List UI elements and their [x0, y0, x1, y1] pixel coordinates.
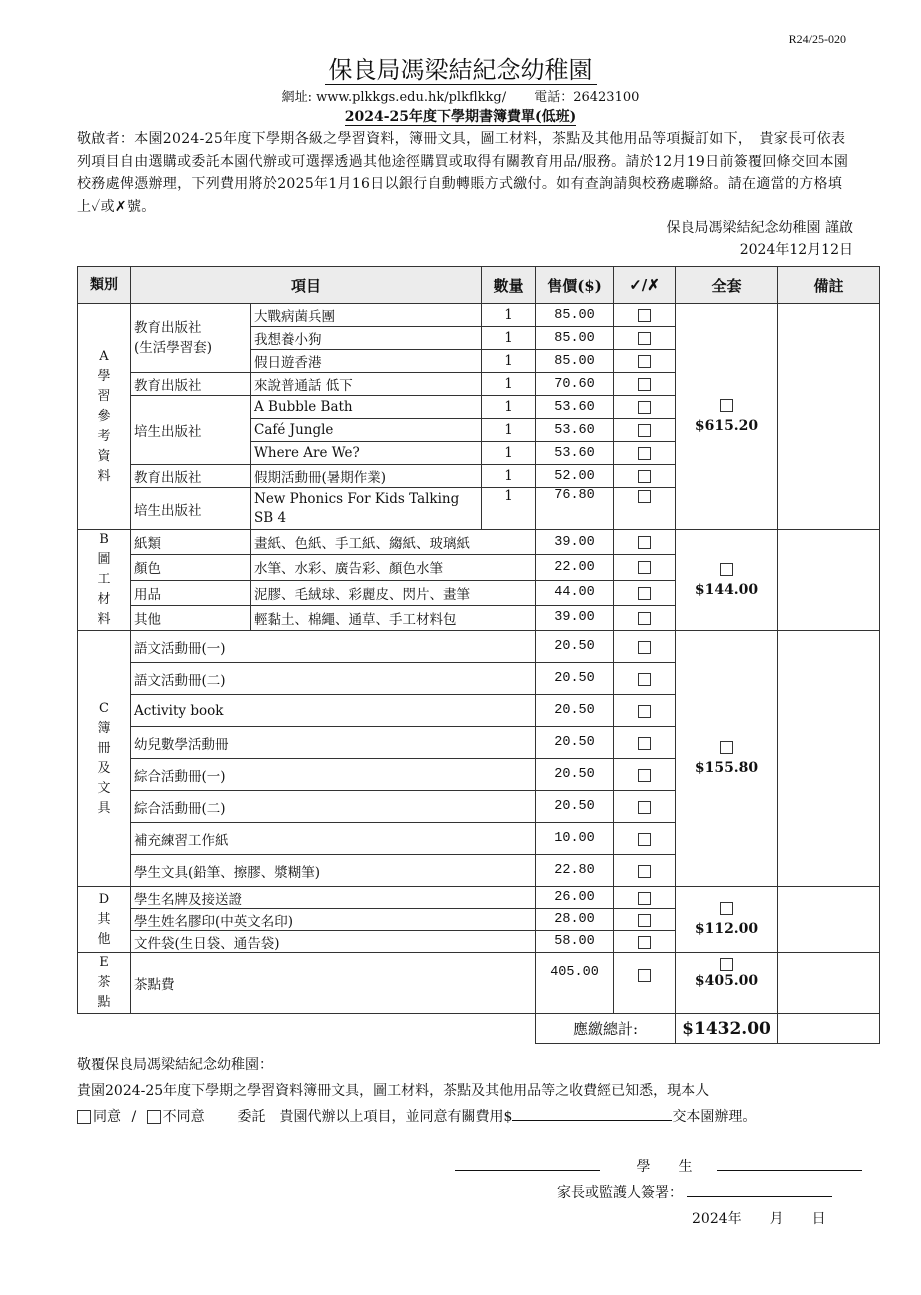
item-price: 53.60	[536, 396, 614, 419]
document-title: 2024-25年度下學期書簿費單(低班)	[344, 109, 577, 125]
reference-number: R24/25-020	[788, 32, 846, 46]
grand-total-value: $1432.00	[676, 1014, 778, 1044]
item-name: 假期活動冊(暑期作業)	[251, 465, 482, 488]
item-price: 20.50	[536, 631, 614, 663]
publisher-cell: 教育出版社	[131, 465, 251, 488]
header-set: 全套	[676, 267, 778, 304]
set-checkbox-e[interactable]	[720, 958, 733, 971]
item-name: 綜合活動冊(一)	[131, 759, 536, 791]
item-qty: 1	[482, 419, 536, 442]
item-price: 20.50	[536, 791, 614, 823]
set-total-a	[676, 304, 778, 530]
remark-cell	[778, 631, 880, 887]
header-remark: 備註	[778, 267, 880, 304]
item-checkbox[interactable]	[614, 488, 676, 530]
item-name: 來說普通話 低下	[251, 373, 482, 396]
item-checkbox[interactable]	[614, 855, 676, 887]
item-price: 405.00	[536, 953, 614, 1014]
category-a: A 學 習 參 考 資 料	[78, 304, 131, 530]
header-check: ✓/✗	[614, 267, 676, 304]
publisher-cell: 教育出版社	[131, 373, 251, 396]
header-price: 售價($)	[536, 267, 614, 304]
website-text: 網址: www.plkkgs.edu.hk/plkflkkg/	[281, 90, 507, 105]
item-checkbox[interactable]	[614, 791, 676, 823]
header-qty: 數量	[482, 267, 536, 304]
item-price: 20.50	[536, 727, 614, 759]
item-price: 10.00	[536, 823, 614, 855]
item-checkbox[interactable]	[614, 373, 676, 396]
category-c: C 簿 冊 及 文 具	[78, 631, 131, 887]
table-row	[78, 953, 880, 1014]
item-qty: 1	[482, 373, 536, 396]
item-name: 語文活動冊(一)	[131, 631, 536, 663]
item-name: 假日遊香港	[251, 350, 482, 373]
item-checkbox[interactable]	[614, 909, 676, 931]
item-checkbox[interactable]	[614, 465, 676, 488]
reply-line2	[77, 1104, 877, 1130]
set-checkbox-c[interactable]	[720, 741, 733, 754]
item-checkbox[interactable]	[614, 695, 676, 727]
item-checkbox[interactable]	[614, 580, 676, 605]
item-checkbox[interactable]	[614, 419, 676, 442]
publisher-cell: 教育出版社 (生活學習套)	[131, 304, 251, 373]
item-name: Activity book	[131, 695, 536, 727]
material-type: 用品	[131, 580, 251, 605]
reply-salutation: 敬覆保良局馮梁結紀念幼稚園：	[77, 1057, 273, 1073]
item-name: 畫紙、色紙、手工紙、縐紙、玻璃紙	[251, 530, 536, 555]
signature-date: 2024年 月 日	[692, 1211, 826, 1227]
item-name: 我想養小狗	[251, 327, 482, 350]
school-name: 保良局馮梁結紀念幼稚園	[0, 50, 921, 85]
item-checkbox[interactable]	[614, 631, 676, 663]
material-type: 其他	[131, 605, 251, 630]
item-price: 22.80	[536, 855, 614, 887]
table-row	[78, 631, 880, 663]
table-row	[78, 304, 880, 327]
item-checkbox[interactable]	[614, 953, 676, 1014]
grand-total-row	[78, 1014, 880, 1044]
parent-signature-row	[557, 1182, 832, 1202]
item-name: 茶點費	[131, 953, 536, 1014]
agree-checkbox[interactable]	[77, 1110, 91, 1124]
material-type: 顏色	[131, 555, 251, 580]
contact-line	[0, 86, 921, 105]
item-checkbox[interactable]	[614, 759, 676, 791]
remark-cell	[778, 887, 880, 953]
item-checkbox[interactable]	[614, 350, 676, 373]
fee-amount-field[interactable]	[512, 1120, 672, 1121]
phone-text: 電話：26423100	[534, 90, 640, 105]
remark-cell	[778, 953, 880, 1014]
parent-signature-field[interactable]	[687, 1196, 832, 1197]
item-name: New Phonics For Kids Talking SB 4	[251, 488, 482, 530]
agree-label: 同意	[93, 1109, 121, 1125]
item-name: 綜合活動冊(二)	[131, 791, 536, 823]
item-price: 26.00	[536, 887, 614, 909]
reply-tail: 交本園辦理。	[672, 1109, 757, 1125]
set-total-c	[676, 631, 778, 887]
table-header-row	[78, 267, 880, 304]
disagree-checkbox[interactable]	[147, 1110, 161, 1124]
set-checkbox-d[interactable]	[720, 902, 733, 915]
signoff-text: 保良局馮梁結紀念幼稚園 謹啟	[666, 220, 853, 236]
remark-cell	[778, 304, 880, 530]
item-name: 大戰病菌兵團	[251, 304, 482, 327]
student-label: 學 生	[636, 1159, 693, 1175]
fee-table	[77, 266, 880, 1044]
intro-paragraph: 敬啟者：本園2024-25年度下學期各級之學習資料，簿冊文具，圖工材料，茶點及其他用品等項擬訂如下， 貴家長可依表列項目自由選購或委託本園代辦或可選擇透過其他途徑購買或取得有關教育用品/服務。請於12月19日前簽覆回條交回本園校務處俾憑辦理，下列費用將於2025年1月16日以銀行自動轉賬方式繳付。如有查詢請與校務處聯絡。請在適當的方格填上✓或✗號。	[77, 131, 849, 215]
item-name: Café Jungle	[251, 419, 482, 442]
set-price-c: $155.80	[694, 760, 759, 776]
item-price: 85.00	[536, 350, 614, 373]
item-price: 44.00	[536, 580, 614, 605]
item-name: 文件袋(生日袋、通告袋)	[131, 931, 536, 953]
item-name: 補充練習工作紙	[131, 823, 536, 855]
item-price: 58.00	[536, 931, 614, 953]
table-row	[78, 887, 880, 909]
item-checkbox[interactable]	[614, 887, 676, 909]
set-price-a: $615.20	[694, 418, 759, 434]
signoff-block	[667, 217, 853, 261]
item-price: 20.50	[536, 695, 614, 727]
set-price-d: $112.00	[694, 921, 759, 937]
item-checkbox[interactable]	[614, 823, 676, 855]
item-name: 學生文具(鉛筆、擦膠、漿糊筆)	[131, 855, 536, 887]
remark-cell	[778, 1014, 880, 1044]
item-name: 學生姓名膠印(中英文名印)	[131, 909, 536, 931]
item-price: 53.60	[536, 419, 614, 442]
item-checkbox[interactable]	[614, 530, 676, 555]
item-price: 85.00	[536, 304, 614, 327]
item-checkbox[interactable]	[614, 327, 676, 350]
item-checkbox[interactable]	[614, 442, 676, 465]
item-qty: 1	[482, 304, 536, 327]
material-type: 紙類	[131, 530, 251, 555]
item-checkbox[interactable]	[614, 727, 676, 759]
remark-cell	[778, 530, 880, 631]
item-price: 76.80	[536, 488, 614, 530]
item-qty: 1	[482, 488, 536, 530]
item-name: A Bubble Bath	[251, 396, 482, 419]
parent-label: 家長或監護人簽署：	[557, 1185, 683, 1201]
header-category: 類別	[78, 267, 131, 304]
publisher-cell: 培生出版社	[131, 396, 251, 465]
set-total-d	[676, 887, 778, 953]
issue-date: 2024年12月12日	[739, 242, 853, 258]
item-qty: 1	[482, 327, 536, 350]
item-price: 22.00	[536, 555, 614, 580]
table-row	[78, 530, 880, 555]
item-price: 39.00	[536, 605, 614, 630]
slash-separator: /	[131, 1109, 137, 1125]
item-name: 學生名牌及接送證	[131, 887, 536, 909]
item-name: 幼兒數學活動冊	[131, 727, 536, 759]
item-checkbox[interactable]	[614, 931, 676, 953]
set-total-e	[676, 953, 778, 1014]
category-e: E 茶 點	[78, 953, 131, 1014]
item-name: Where Are We?	[251, 442, 482, 465]
student-name-field[interactable]	[717, 1170, 862, 1171]
item-price: 20.50	[536, 759, 614, 791]
item-qty: 1	[482, 396, 536, 419]
item-name: 語文活動冊(二)	[131, 663, 536, 695]
item-price: 39.00	[536, 530, 614, 555]
disagree-label: 不同意	[162, 1109, 205, 1125]
item-name: 輕黏土、棉繩、通草、手工材料包	[251, 605, 536, 630]
item-price: 85.00	[536, 327, 614, 350]
item-price: 70.60	[536, 373, 614, 396]
entrust-text: 委託 貴園代辦以上項目，並同意有關費用$	[237, 1109, 513, 1125]
item-checkbox[interactable]	[614, 663, 676, 695]
set-checkbox-a[interactable]	[720, 399, 733, 412]
header-item: 項目	[131, 267, 482, 304]
set-total-b	[676, 530, 778, 631]
set-checkbox-b[interactable]	[720, 563, 733, 576]
item-checkbox[interactable]	[614, 605, 676, 630]
item-qty: 1	[482, 350, 536, 373]
item-price: 28.00	[536, 909, 614, 931]
reply-slip	[77, 1052, 877, 1130]
student-name-field-left[interactable]	[455, 1170, 600, 1171]
item-checkbox[interactable]	[614, 304, 676, 327]
publisher-cell: 培生出版社	[131, 488, 251, 530]
item-checkbox[interactable]	[614, 396, 676, 419]
item-qty: 1	[482, 442, 536, 465]
item-qty: 1	[482, 465, 536, 488]
category-b: B 圖 工 材 料	[78, 530, 131, 631]
reply-line1: 貴園2024-25年度下學期之學習資料簿冊文具，圖工材料，茶點及其他用品等之收費經已知悉，現本人	[77, 1083, 710, 1099]
set-price-b: $144.00	[694, 581, 759, 598]
item-name: 泥膠、毛絨球、彩麗皮、閃片、畫筆	[251, 580, 536, 605]
item-checkbox[interactable]	[614, 555, 676, 580]
student-signature-row	[455, 1156, 862, 1176]
category-d: D 其 他	[78, 887, 131, 953]
item-price: 53.60	[536, 442, 614, 465]
item-name: 水筆、水彩、廣告彩、顏色水筆	[251, 555, 536, 580]
item-price: 20.50	[536, 663, 614, 695]
item-price: 52.00	[536, 465, 614, 488]
set-price-e: $405.00	[694, 973, 759, 989]
grand-total-label: 應繳總計:	[536, 1014, 676, 1044]
